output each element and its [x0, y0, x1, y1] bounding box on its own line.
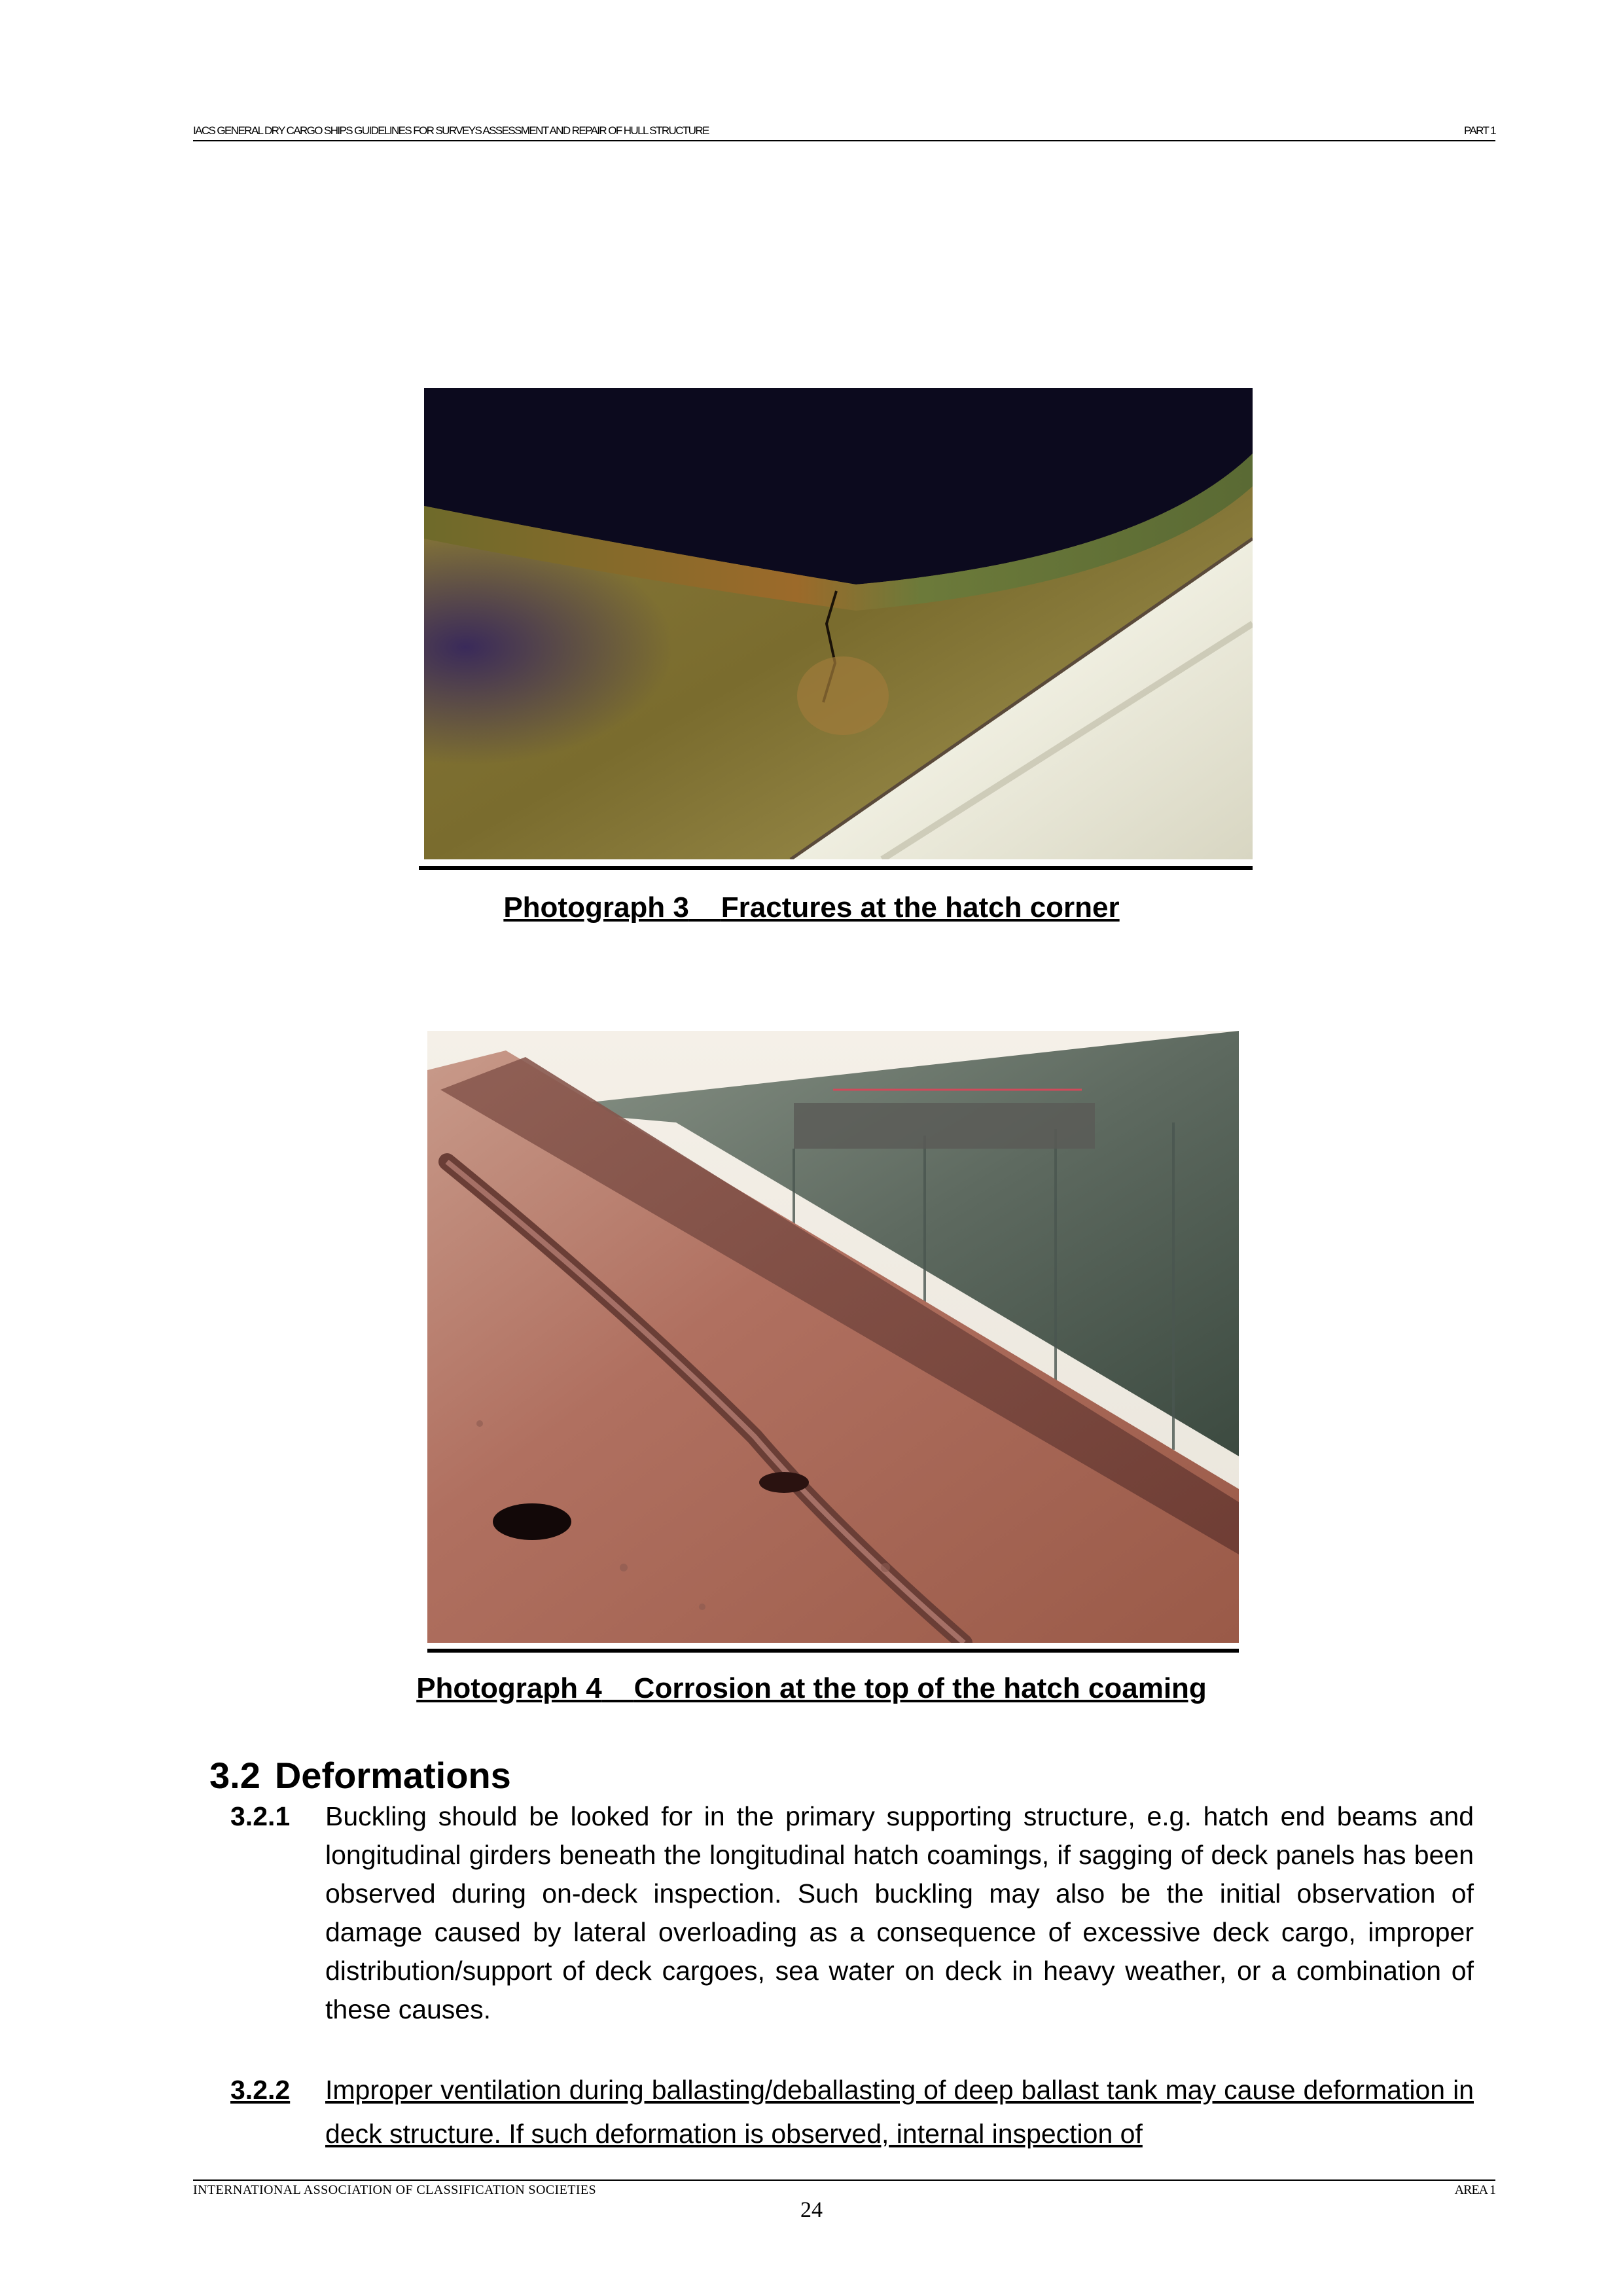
paragraph-number: 3.2.2	[230, 2075, 291, 2105]
photograph-3-title: Fractures at the hatch corner	[721, 891, 1120, 924]
photograph-4-caption	[0, 1672, 1623, 1705]
paragraph-number: 3.2.1	[230, 1801, 291, 1831]
photograph-3-image	[424, 388, 1253, 859]
photograph-3-caption	[0, 891, 1623, 924]
photograph-4-image	[427, 1031, 1239, 1643]
photograph-3-rule	[419, 866, 1253, 870]
footer-area: AREA 1	[1454, 2183, 1495, 2197]
photograph-4-label: Photograph 4	[416, 1672, 602, 1704]
running-footer	[193, 2179, 1495, 2198]
paragraph-text: Improper ventilation during ballasting/deballasting of deep ballast tank may cause deformation in deck structure. If such deformation is observed, internal inspection of	[325, 2075, 1474, 2149]
section-number: 3.2	[209, 1755, 260, 1796]
section-title: Deformations	[274, 1755, 511, 1796]
page-number: 24	[800, 2198, 823, 2222]
photograph-3-label: Photograph 3	[503, 891, 689, 924]
section-heading	[209, 1754, 511, 1797]
header-title: IACS GENERAL DRY CARGO SHIPS GUIDELINES FOR SURVEYS ASSESSMENT AND REPAIR OF HULL STRUCTURE	[193, 124, 709, 137]
photograph-4-title: Corrosion at the top of the hatch coaming	[633, 1672, 1207, 1704]
running-header	[193, 124, 1495, 141]
header-part: PART 1	[1463, 124, 1495, 137]
photograph-4-rule	[427, 1649, 1239, 1653]
paragraph-text: Buckling should be looked for in the primary supporting structure, e.g. hatch end beams and longitudinal girders beneath the longitudinal hatch coamings, if sagging of deck panels has been observed during on-deck inspection. Such buckling may also be the initial observation of damage caused by lateral overloading as a consequence of excessive deck cargo, improper distribution/support of deck cargoes, sea water on deck in heavy weather, or a combination of these causes.	[325, 1801, 1474, 2024]
footer-organization: INTERNATIONAL ASSOCIATION OF CLASSIFICATION SOCIETIES	[193, 2183, 597, 2197]
